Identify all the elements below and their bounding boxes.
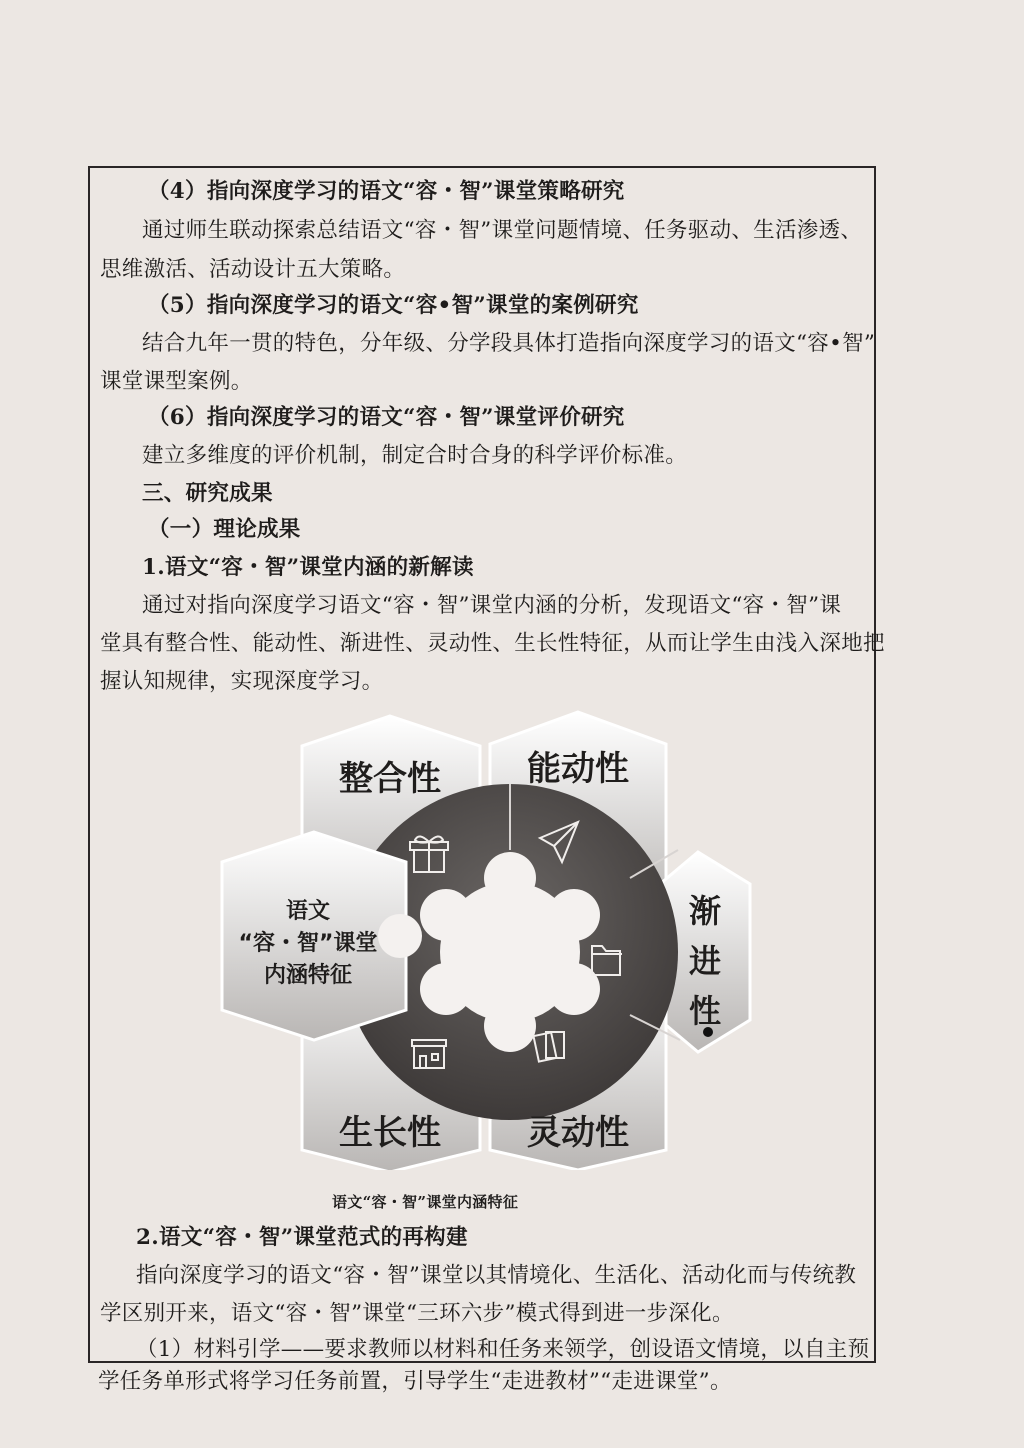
item-1-para-line2: 堂具有整合性、能动性、渐进性、灵动性、生长性特征，从而让学生由浅入深地把 <box>100 631 885 656</box>
center-label-line1: 语文 <box>285 899 331 924</box>
hex-growth-label: 生长性 <box>339 1113 441 1153</box>
item-3-para-line2: 学任务单形式将学习任务前置，引导学生“走进教材”“走进课堂”。 <box>98 1369 732 1394</box>
figure-caption: 语文“容・智”课堂内涵特征 <box>332 1193 519 1211</box>
section-3-heading: 三、研究成果 <box>142 481 273 506</box>
item-1-para-line3: 握认知规律，实现深度学习。 <box>100 669 384 694</box>
section-5-para-line1: 结合九年一贯的特色，分年级、分学段具体打造指向深度学习的语文“容•智” <box>142 331 876 356</box>
section-5-para-line2: 课堂课型案例。 <box>100 369 253 394</box>
hex-progressive-label-c: 性 <box>688 992 722 1030</box>
center-label-line2: “容・智”课堂 <box>238 931 378 956</box>
item-2-heading: 2.语文“容・智”课堂范式的再构建 <box>136 1225 468 1250</box>
document-frame <box>88 166 885 1363</box>
section-6-para: 建立多维度的评价机制，制定合时合身的科学评价标准。 <box>142 443 688 468</box>
item-3-para-line1: （1）材料引学——要求教师以材料和任务来领学，创设语文情境，以自主预 <box>136 1337 870 1362</box>
section-6-heading: （6）指向深度学习的语文“容・智”课堂评价研究 <box>148 405 625 430</box>
section-5-heading: （5）指向深度学习的语文“容•智”课堂的案例研究 <box>148 293 639 318</box>
features-diagram <box>210 710 770 1170</box>
section-4-para-line2: 思维激活、活动设计五大策略。 <box>100 257 406 282</box>
center-label-line3: 内涵特征 <box>263 963 353 988</box>
hex-progressive-label-b: 进 <box>688 942 722 980</box>
hex-progressive-label-a: 渐 <box>688 892 722 930</box>
item-2-para-line2: 学区别开来，语文“容・智”课堂“三环六步”模式得到进一步深化。 <box>100 1301 734 1326</box>
item-1-heading: 1.语文“容・智”课堂内涵的新解读 <box>142 555 474 580</box>
item-1-para-line1: 通过对指向深度学习语文“容・智”课堂内涵的分析，发现语文“容・智”课 <box>142 593 842 618</box>
hex-integration-label: 整合性 <box>339 759 441 799</box>
item-2-para-line1: 指向深度学习的语文“容・智”课堂以其情境化、生活化、活动化而与传统教 <box>136 1263 857 1288</box>
hex-agility-label: 灵动性 <box>527 1113 629 1153</box>
subsection-1-heading: （一）理论成果 <box>148 517 301 542</box>
hex-initiative-label: 能动性 <box>527 749 629 789</box>
section-4-para-line1: 通过师生联动探索总结语文“容・智”课堂问题情境、任务驱动、生活渗透、 <box>142 218 863 243</box>
section-4-heading: （4）指向深度学习的语文“容・智”课堂策略研究 <box>148 179 625 204</box>
